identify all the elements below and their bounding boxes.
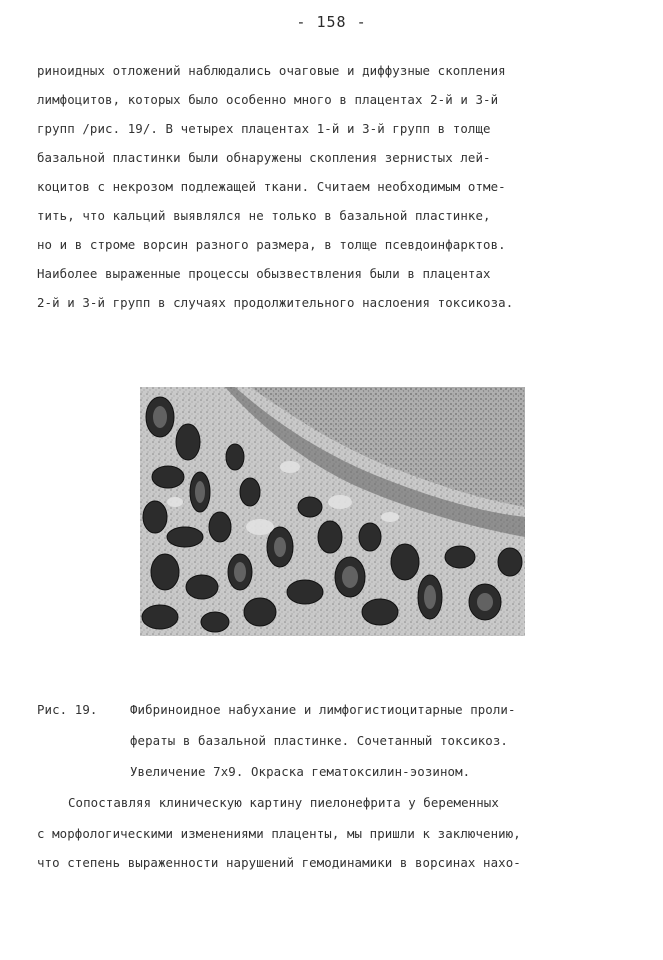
text-line: Наиболее выраженные процессы обызвествления были в плацентах — [37, 266, 491, 281]
micrograph-figure — [140, 387, 525, 636]
page-number: - 158 - — [296, 13, 367, 31]
text-line: риноидных отложений наблюдались очаговые и диффузные скопления — [37, 63, 506, 78]
text-line: тить, что кальций выявлялся не только в базальной пластинке, — [37, 208, 491, 223]
figure-label: Рис. 19. — [37, 702, 98, 717]
text-line: групп /рис. 19/. В четырех плацентах 1-й и 3-й групп в толще — [37, 121, 491, 136]
text-line: но и в строме ворсин разного размера, в толще псевдоинфарктов. — [37, 237, 506, 252]
text-line: Сопоставляя клиническую картину пиелонефрита у беременных — [68, 795, 499, 810]
text-line: с морфологическими изменениями плаценты, мы пришли к заключению, — [37, 826, 521, 841]
text-line: 2-й и 3-й групп в случаях продолжительного наслоения токсикоза. — [37, 295, 514, 310]
text-line: лимфоцитов, которых было особенно много в плацентах 2-й и 3-й — [37, 92, 499, 107]
figure-caption-line: фераты в базальной пластинке. Сочетанный токсикоз. — [130, 733, 508, 748]
text-line: что степень выраженности нарушений гемодинамики в ворсинах нахо- — [37, 855, 521, 870]
figure-caption-line: Фибриноидное набухание и лимфогистиоцитарные проли- — [130, 702, 516, 717]
text-line: коцитов с некрозом подлежащей ткани. Считаем необходимым отме- — [37, 179, 506, 194]
figure-caption-line: Увеличение 7х9. Окраска гематоксилин-эозином. — [130, 764, 471, 779]
text-line: базальной пластинки были обнаружены скопления зернистых лей- — [37, 150, 491, 165]
